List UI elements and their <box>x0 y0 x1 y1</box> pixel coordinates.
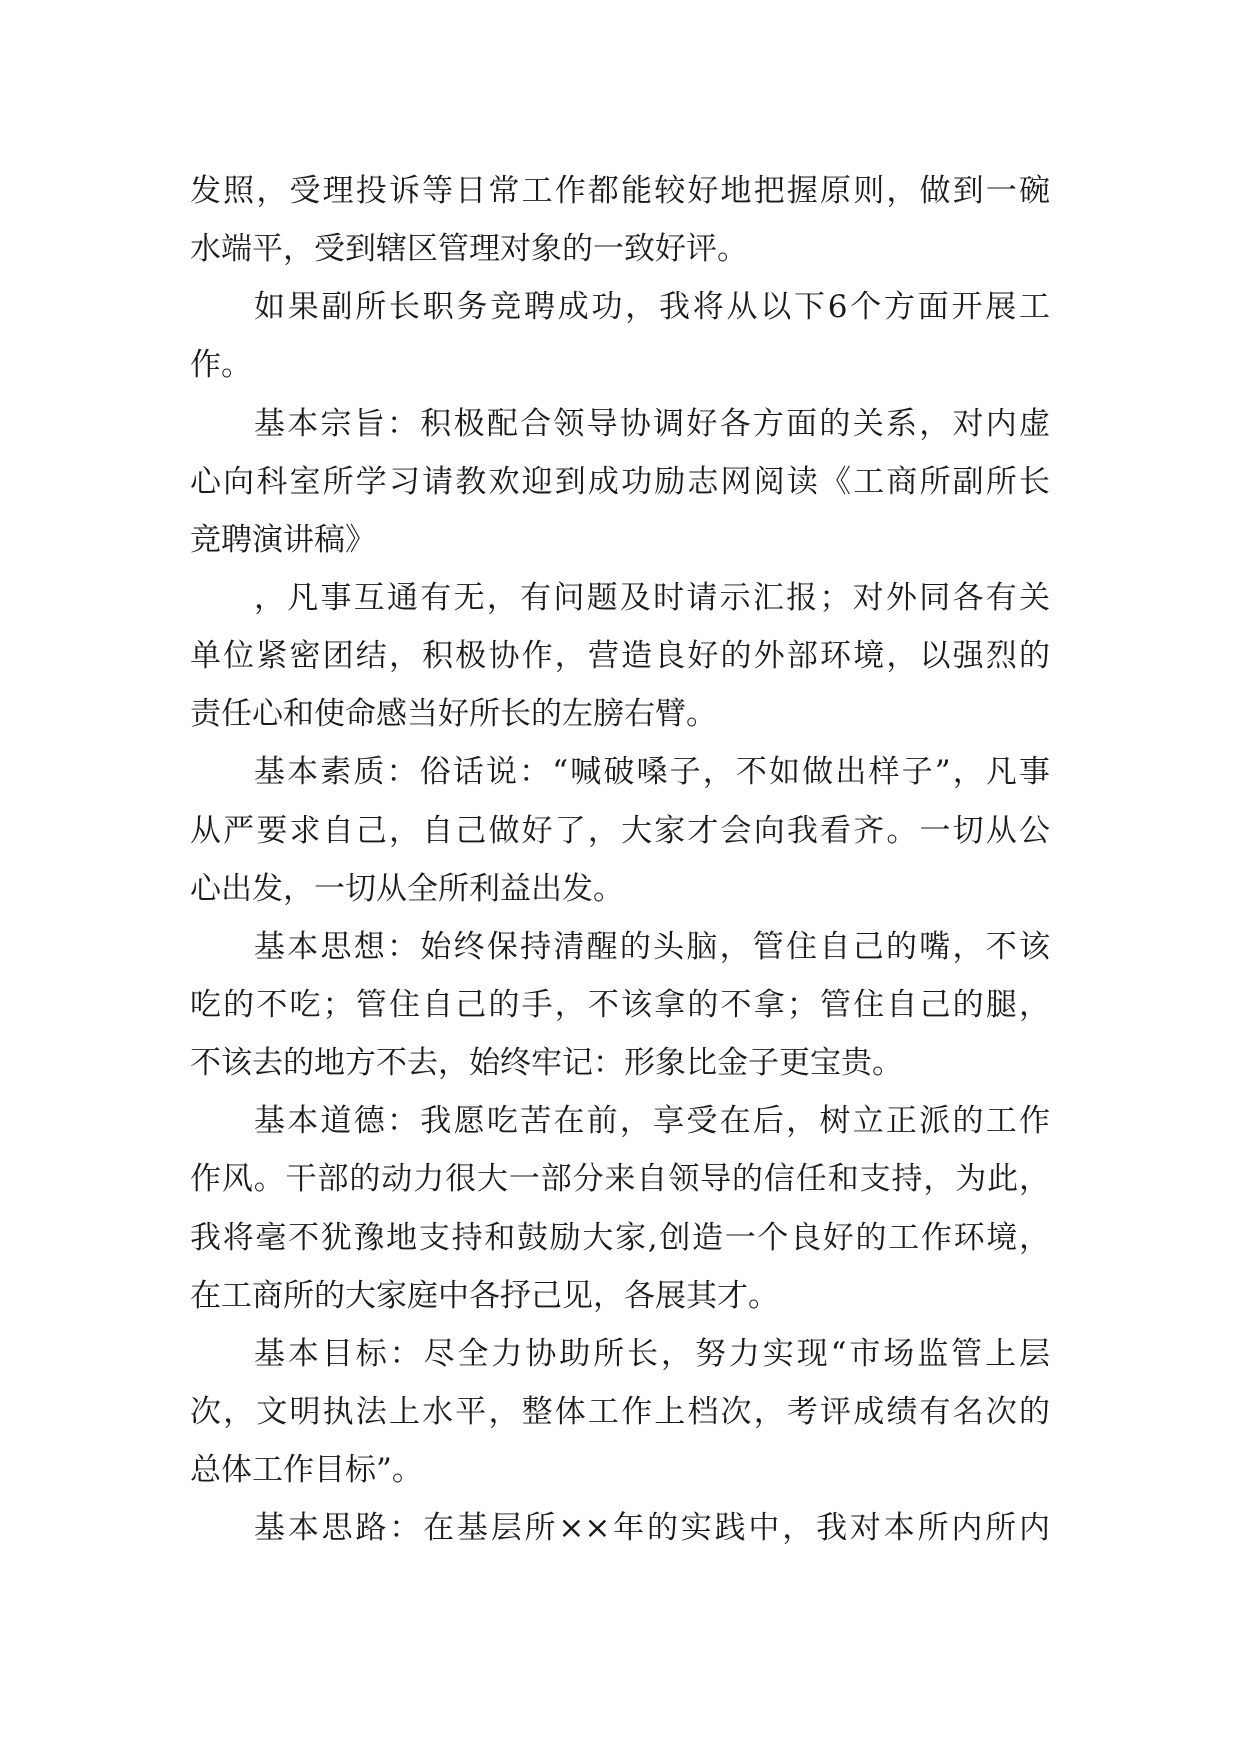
text-line: 水端平，受到辖区管理对象的一致好评。 <box>190 231 748 268</box>
text-line: ，凡事互通有无，有问题及时请示汇报；对外同各有关 <box>254 579 1050 616</box>
text-line: 基本宗旨：积极配合领导协调好各方面的关系，对内虚 <box>254 405 1050 442</box>
text-line: 在工商所的大家庭中各抒己见，各展其才。 <box>190 1277 779 1314</box>
text-line: 我将毫不犹豫地支持和鼓励大家,创造一个良好的工作环境， <box>190 1219 1050 1256</box>
body-text <box>190 162 1050 1557</box>
text-line: 基本思想：始终保持清醒的头脑，管住自己的嘴，不该 <box>254 928 1050 965</box>
text-line: 基本思路：在基层所××年的实践中，我对本所内所内 <box>254 1510 1050 1547</box>
text-line: 基本素质：俗话说：“喊破嗓子，不如做出样子”，凡事 <box>254 754 1050 791</box>
text-line: 作。 <box>190 347 252 384</box>
text-line: 发照，受理投诉等日常工作都能较好地把握原则，做到一碗 <box>190 173 1050 209</box>
text-line: 单位紧密团结，积极协作，营造良好的外部环境，以强烈的 <box>190 638 1050 675</box>
text-line: 基本道德：我愿吃苦在前，享受在后，树立正派的工作 <box>254 1103 1050 1140</box>
text-line: 心出发，一切从全所利益出发。 <box>190 870 624 907</box>
text-line: 如果副所长职务竞聘成功，我将从以下6个方面开展工 <box>254 289 1050 326</box>
text-line: 吃的不吃；管住自己的手，不该拿的不拿；管住自己的腿， <box>190 986 1050 1023</box>
text-line: 心向科室所学习请教欢迎到成功励志网阅读《工商所副所长 <box>190 463 1050 500</box>
text-line: 竞聘演讲稿》 <box>190 521 376 558</box>
text-line: 从严要求自己，自己做好了，大家才会向我看齐。一切从公 <box>190 812 1050 849</box>
text-line: 责任心和使命感当好所长的左膀右臂。 <box>190 696 717 733</box>
text-line: 作风。干部的动力很大一部分来自领导的信任和支持，为此， <box>190 1161 1050 1198</box>
text-line: 次，文明执法上水平，整体工作上档次，考评成绩有名次的 <box>190 1393 1050 1430</box>
text-line: 不该去的地方不去，始终牢记：形象比金子更宝贵。 <box>190 1045 903 1082</box>
text-line: 总体工作目标”。 <box>190 1452 423 1489</box>
text-line: 基本目标：尽全力协助所长，努力实现“市场监管上层 <box>254 1335 1050 1372</box>
